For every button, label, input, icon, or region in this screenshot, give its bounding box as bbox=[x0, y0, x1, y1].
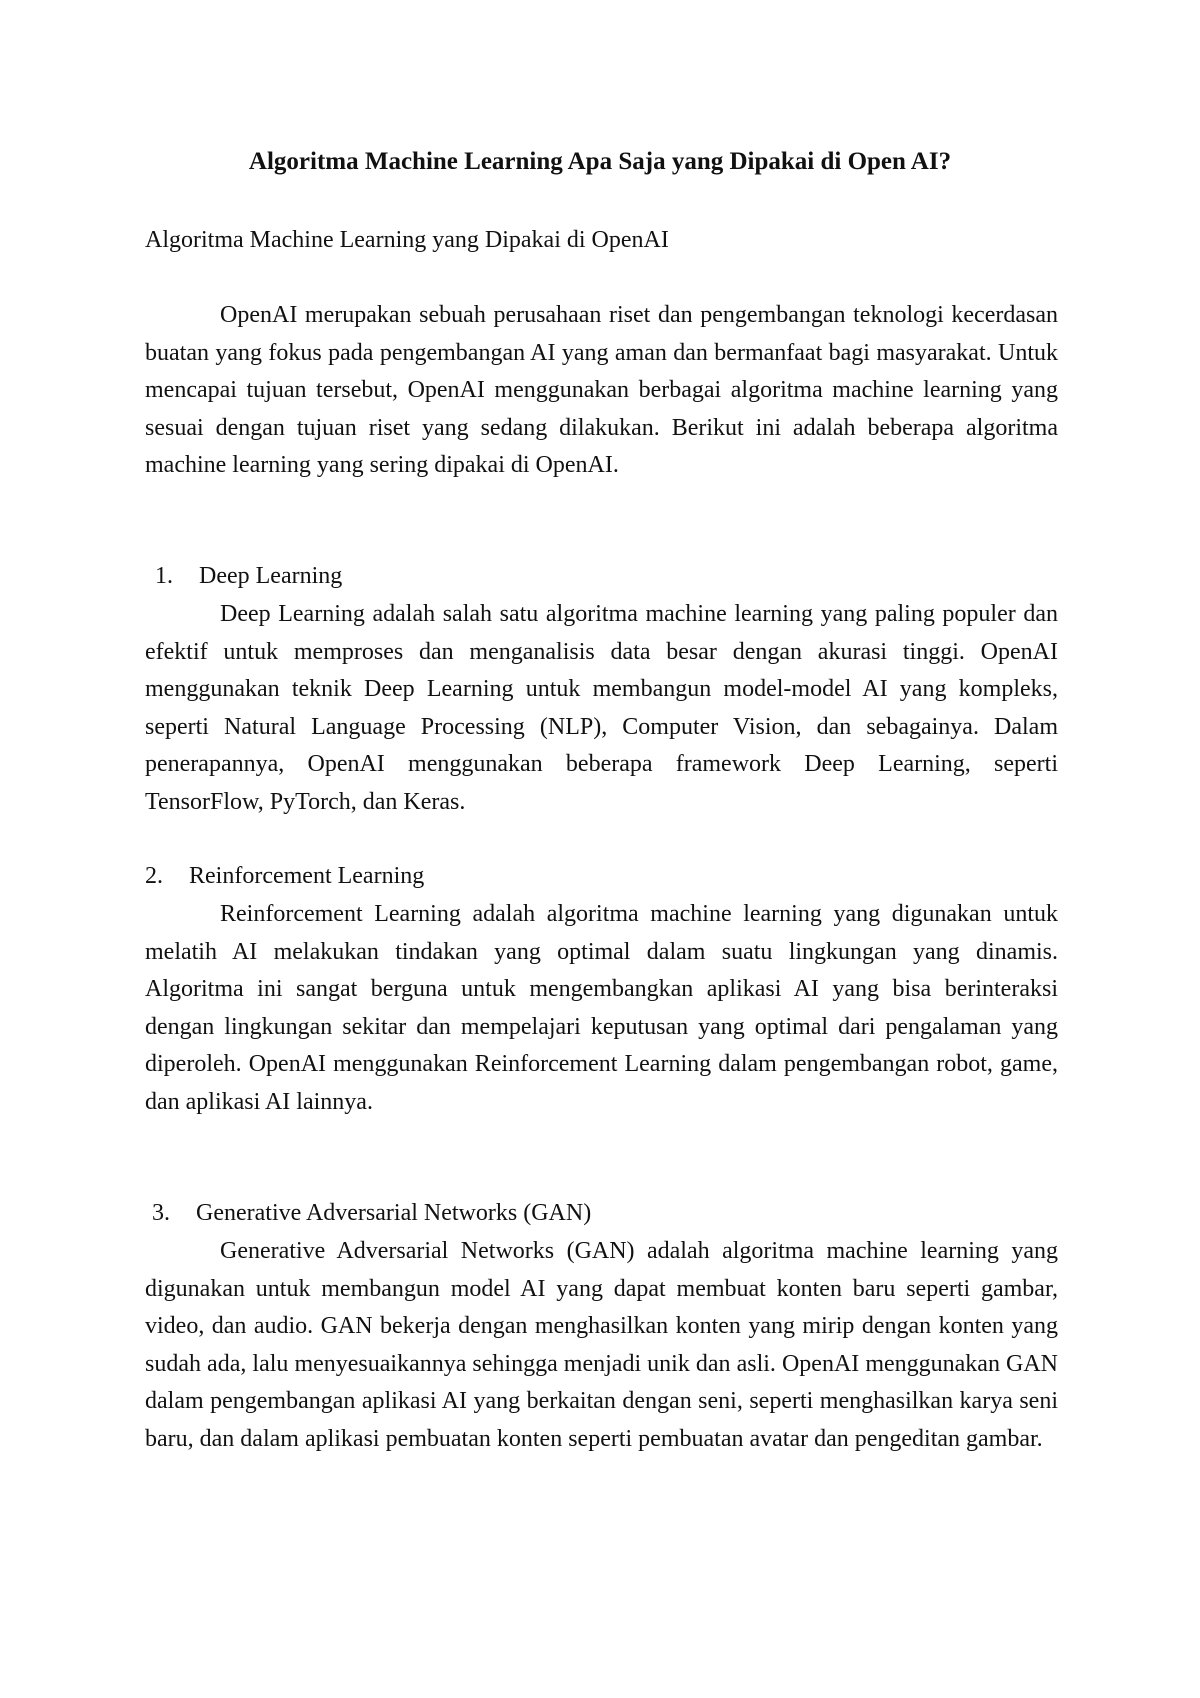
section-title: Deep Learning bbox=[199, 563, 343, 589]
section-number: 1. bbox=[155, 563, 173, 589]
section-heading-gan bbox=[152, 1195, 591, 1233]
section-heading-deep-learning bbox=[155, 558, 342, 596]
section-body-reinforcement-learning: Reinforcement Learning adalah algoritma machine learning yang digunakan untuk melatih AI melakukan tindakan yang optimal dalam suatu lingkungan yang dinamis. Algoritma ini sangat berguna untuk mengembangkan aplikasi AI yang bisa berinteraksi dengan lingkungan sekitar dan mempelajari keputusan yang optimal dari pengalaman yang diperoleh. OpenAI menggunakan Reinforcement Learning dalam pengembangan robot, game, dan aplikasi AI lainnya. bbox=[145, 901, 1058, 1115]
intro-paragraph: OpenAI merupakan sebuah perusahaan riset dan pengembangan teknologi kecerdasan buatan yang fokus pada pengembangan AI yang aman dan bermanfaat bagi masyarakat. Untuk mencapai tujuan tersebut, OpenAI menggunakan berbagai algoritma machine learning yang sesuai dengan tujuan riset yang sedang dilakukan. Berikut ini adalah beberapa algoritma machine learning yang sering dipakai di OpenAI. bbox=[145, 302, 1058, 478]
document-subtitle: Algoritma Machine Learning yang Dipakai di OpenAI bbox=[145, 227, 669, 253]
section-number: 3. bbox=[152, 1200, 170, 1226]
section-body-gan: Generative Adversarial Networks (GAN) adalah algoritma machine learning yang digunakan untuk membangun model AI yang dapat membuat konten baru seperti gambar, video, dan audio. GAN bekerja dengan menghasilkan konten yang mirip dengan konten yang sudah ada, lalu menyesuaikannya sehingga menjadi unik dan asli. OpenAI menggunakan GAN dalam pengembangan aplikasi AI yang berkaitan dengan seni, seperti menghasilkan karya seni baru, dan dalam aplikasi pembuatan konten seperti pembuatan avatar dan pengeditan gambar. bbox=[145, 1238, 1058, 1452]
section-title: Generative Adversarial Networks (GAN) bbox=[196, 1200, 592, 1226]
section-heading-reinforcement-learning bbox=[145, 858, 424, 896]
section-number: 2. bbox=[145, 863, 163, 889]
document-title: Algoritma Machine Learning Apa Saja yang Dipakai di Open AI? bbox=[248, 148, 952, 175]
section-title: Reinforcement Learning bbox=[189, 863, 425, 889]
section-body-deep-learning: Deep Learning adalah salah satu algoritma machine learning yang paling populer dan efektif untuk memproses dan menganalisis data besar dengan akurasi tinggi. OpenAI menggunakan teknik Deep Learning untuk membangun model-model AI yang kompleks, seperti Natural Language Processing (NLP), Computer Vision, dan sebagainya. Dalam penerapannya, OpenAI menggunakan beberapa framework Deep Learning, seperti TensorFlow, PyTorch, dan Keras. bbox=[145, 601, 1058, 815]
